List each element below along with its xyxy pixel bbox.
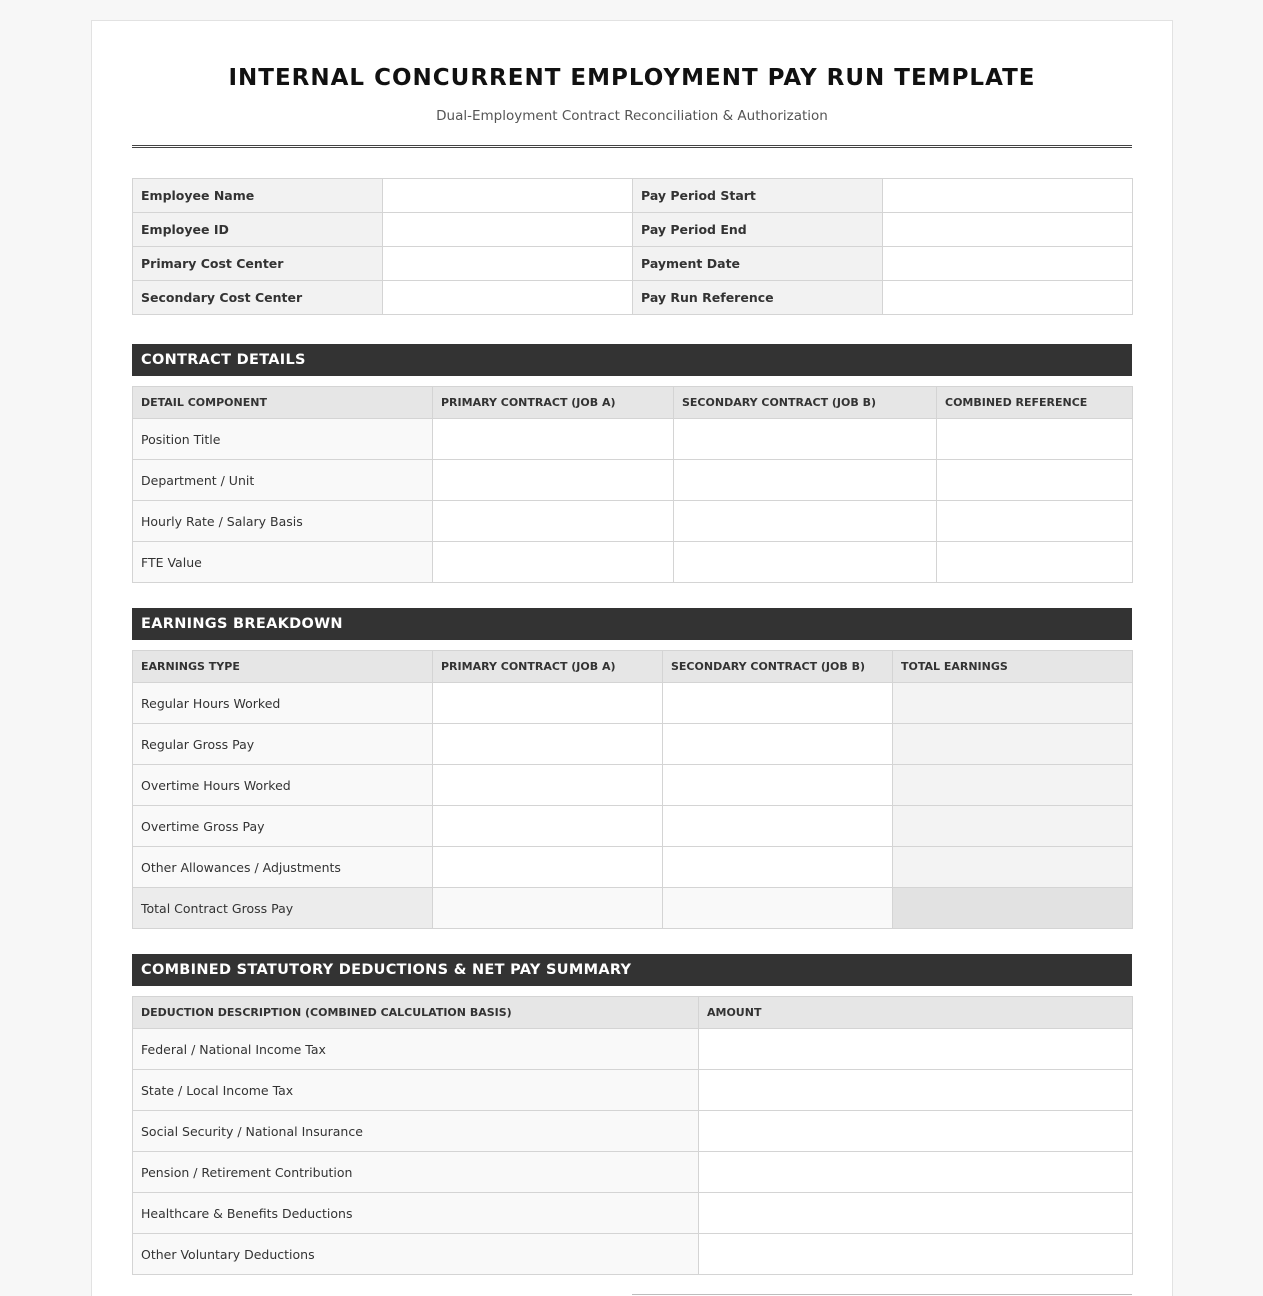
- primary-cost-center-field[interactable]: [383, 247, 633, 281]
- amount-cell[interactable]: [699, 1070, 1133, 1111]
- row-label: State / Local Income Tax: [133, 1070, 699, 1111]
- input-cell[interactable]: [663, 847, 893, 888]
- row-label: FTE Value: [133, 542, 433, 583]
- deductions-table: [132, 996, 1133, 1275]
- table-row: [133, 1193, 1133, 1234]
- column-header: PRIMARY CONTRACT (JOB A): [433, 387, 674, 419]
- input-cell[interactable]: [433, 460, 674, 501]
- pay-period-end-label: Pay Period End: [633, 213, 883, 247]
- deductions-heading: COMBINED STATUTORY DEDUCTIONS & NET PAY SUMMARY: [132, 954, 1132, 986]
- secondary-cost-center-field[interactable]: [383, 281, 633, 315]
- table-row: [133, 501, 1133, 542]
- column-header: SECONDARY CONTRACT (JOB B): [663, 651, 893, 683]
- amount-cell[interactable]: [699, 1234, 1133, 1275]
- amount-cell[interactable]: [699, 1193, 1133, 1234]
- table-header-row: [133, 387, 1133, 419]
- table-row: [133, 542, 1133, 583]
- subtotal-cell: [433, 888, 663, 929]
- row-label: Overtime Hours Worked: [133, 765, 433, 806]
- pay-run-reference-field[interactable]: [883, 281, 1133, 315]
- row-label: Position Title: [133, 419, 433, 460]
- pay-period-start-label: Pay Period Start: [633, 179, 883, 213]
- input-cell[interactable]: [937, 501, 1133, 542]
- table-row: [133, 460, 1133, 501]
- table-row: [133, 1234, 1133, 1275]
- info-row: [133, 213, 1133, 247]
- input-cell[interactable]: [674, 460, 937, 501]
- employee-id-field[interactable]: [383, 213, 633, 247]
- document-sheet: [91, 20, 1173, 1296]
- employee-id-label: Employee ID: [133, 213, 383, 247]
- input-cell[interactable]: [433, 501, 674, 542]
- summary-divider: [632, 1294, 1132, 1295]
- input-cell[interactable]: [663, 724, 893, 765]
- row-label: Regular Hours Worked: [133, 683, 433, 724]
- table-row: [133, 419, 1133, 460]
- pay-run-reference-label: Pay Run Reference: [633, 281, 883, 315]
- table-row: [133, 847, 1133, 888]
- input-cell[interactable]: [663, 806, 893, 847]
- total-cell: [893, 765, 1133, 806]
- row-label: Regular Gross Pay: [133, 724, 433, 765]
- input-cell[interactable]: [433, 847, 663, 888]
- subtotal-cell: [663, 888, 893, 929]
- document-subtitle: Dual-Employment Contract Reconciliation & Authorization: [436, 108, 828, 124]
- input-cell[interactable]: [937, 460, 1133, 501]
- column-header: SECONDARY CONTRACT (JOB B): [674, 387, 937, 419]
- column-header: DEDUCTION DESCRIPTION (COMBINED CALCULATION BASIS): [133, 997, 699, 1029]
- total-cell: [893, 724, 1133, 765]
- table-row: [133, 1152, 1133, 1193]
- input-cell[interactable]: [674, 542, 937, 583]
- earnings-breakdown-heading: EARNINGS BREAKDOWN: [132, 608, 1132, 640]
- info-row: [133, 179, 1133, 213]
- input-cell[interactable]: [433, 683, 663, 724]
- table-header-row: [133, 651, 1133, 683]
- input-cell[interactable]: [937, 542, 1133, 583]
- column-header: COMBINED REFERENCE: [937, 387, 1133, 419]
- pay-period-end-field[interactable]: [883, 213, 1133, 247]
- input-cell[interactable]: [674, 501, 937, 542]
- table-row: [133, 1111, 1133, 1152]
- table-header-row: [133, 997, 1133, 1029]
- row-label: Total Contract Gross Pay: [133, 888, 433, 929]
- column-header: AMOUNT: [699, 997, 1133, 1029]
- row-label: Healthcare & Benefits Deductions: [133, 1193, 699, 1234]
- input-cell[interactable]: [937, 419, 1133, 460]
- input-cell[interactable]: [433, 806, 663, 847]
- pay-period-start-field[interactable]: [883, 179, 1133, 213]
- input-cell[interactable]: [433, 765, 663, 806]
- secondary-cost-center-label: Secondary Cost Center: [133, 281, 383, 315]
- amount-cell[interactable]: [699, 1029, 1133, 1070]
- grand-total-cell: [893, 888, 1133, 929]
- table-row: [133, 765, 1133, 806]
- earnings-breakdown-table: [132, 650, 1133, 929]
- column-header: DETAIL COMPONENT: [133, 387, 433, 419]
- row-label: Other Allowances / Adjustments: [133, 847, 433, 888]
- input-cell[interactable]: [674, 419, 937, 460]
- info-row: [133, 281, 1133, 315]
- column-header: PRIMARY CONTRACT (JOB A): [433, 651, 663, 683]
- table-row: [133, 683, 1133, 724]
- total-row: [133, 888, 1133, 929]
- column-header: TOTAL EARNINGS: [893, 651, 1133, 683]
- amount-cell[interactable]: [699, 1111, 1133, 1152]
- total-cell: [893, 806, 1133, 847]
- document-title: INTERNAL CONCURRENT EMPLOYMENT PAY RUN TEMPLATE: [228, 65, 1036, 91]
- table-row: [133, 724, 1133, 765]
- info-row: [133, 247, 1133, 281]
- input-cell[interactable]: [663, 683, 893, 724]
- column-header: EARNINGS TYPE: [133, 651, 433, 683]
- amount-cell[interactable]: [699, 1152, 1133, 1193]
- row-label: Social Security / National Insurance: [133, 1111, 699, 1152]
- row-label: Department / Unit: [133, 460, 433, 501]
- row-label: Federal / National Income Tax: [133, 1029, 699, 1070]
- total-cell: [893, 683, 1133, 724]
- table-row: [133, 806, 1133, 847]
- input-cell[interactable]: [433, 542, 674, 583]
- table-row: [133, 1070, 1133, 1111]
- input-cell[interactable]: [433, 724, 663, 765]
- employee-name-label: Employee Name: [133, 179, 383, 213]
- total-cell: [893, 847, 1133, 888]
- document-header: [132, 21, 1132, 148]
- input-cell[interactable]: [433, 419, 674, 460]
- row-label: Hourly Rate / Salary Basis: [133, 501, 433, 542]
- table-row: [133, 1029, 1133, 1070]
- contract-details-table: [132, 386, 1133, 583]
- input-cell[interactable]: [663, 765, 893, 806]
- primary-cost-center-label: Primary Cost Center: [133, 247, 383, 281]
- contract-details-heading: CONTRACT DETAILS: [132, 344, 1132, 376]
- employee-name-field[interactable]: [383, 179, 633, 213]
- employee-info-table: [132, 178, 1133, 315]
- payment-date-field[interactable]: [883, 247, 1133, 281]
- row-label: Overtime Gross Pay: [133, 806, 433, 847]
- row-label: Pension / Retirement Contribution: [133, 1152, 699, 1193]
- payment-date-label: Payment Date: [633, 247, 883, 281]
- row-label: Other Voluntary Deductions: [133, 1234, 699, 1275]
